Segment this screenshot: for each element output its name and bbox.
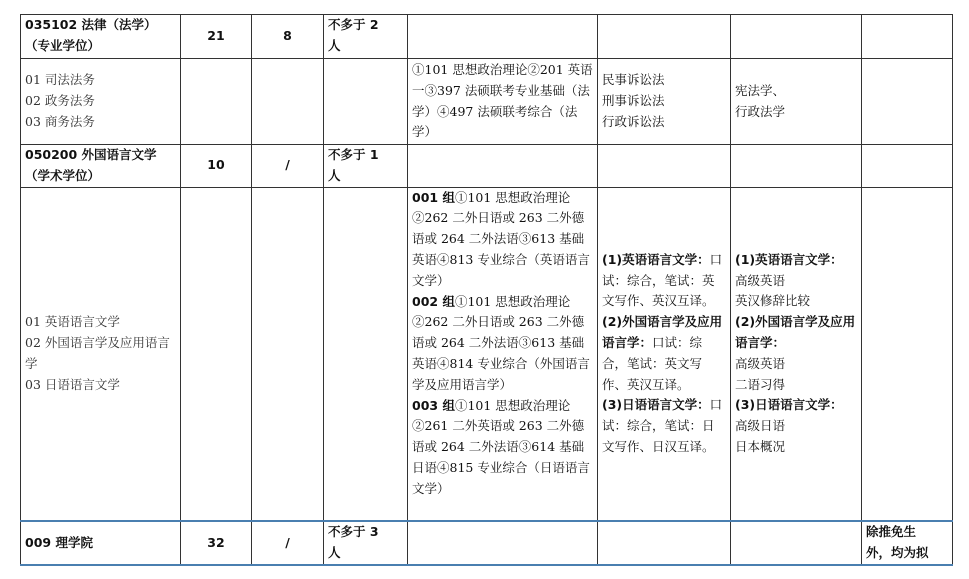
equal-block xyxy=(735,395,857,457)
degree-type: （专业学位） xyxy=(25,37,101,53)
empty-cell xyxy=(252,59,324,145)
empty-cell xyxy=(862,15,953,59)
exam-group xyxy=(412,188,593,292)
retest-block xyxy=(602,395,726,457)
retest-block xyxy=(602,250,726,312)
cross-limit-cell xyxy=(324,521,408,565)
exempt-count: / xyxy=(252,521,324,565)
note-line2: 外，均为拟 xyxy=(866,544,929,560)
exam-group-text: ①101 思想政治理论②261 二外英语或 263 二外德语或 264 二外法语③614 基础日语④815 专业综合（日语语言文学） xyxy=(412,397,590,496)
retest-text: 口试：综合，笔试：日文写作、日汉互译。 xyxy=(602,397,723,455)
exam-group xyxy=(412,292,593,396)
exam-groups-cell xyxy=(408,187,598,521)
cross-limit-cell xyxy=(324,15,408,59)
empty-cell xyxy=(408,521,598,565)
major-code-name: 035102 法律（法学） xyxy=(25,17,157,32)
empty-cell xyxy=(598,145,731,188)
empty-cell xyxy=(408,15,598,59)
equal-title: (1)英语语言文学： xyxy=(735,251,843,267)
note-cell xyxy=(862,521,953,565)
major-cell xyxy=(21,145,181,188)
exempt-count: 8 xyxy=(252,15,324,59)
empty-cell xyxy=(181,187,252,521)
equal-title: (2)外国语言学及应用语言学： xyxy=(735,314,856,351)
equal-block xyxy=(735,312,857,395)
equal-ability-cell xyxy=(731,187,862,521)
empty-cell xyxy=(862,145,953,188)
equal-item: 日本概况 xyxy=(735,439,786,455)
directions-cell xyxy=(21,59,181,145)
table-row xyxy=(21,15,953,59)
table-row xyxy=(21,59,953,145)
exam-group-text: ①101 思想政治理论②262 二外日语或 263 二外德语或 264 二外法语③613 基础英语④813 专业综合（英语语言文学） xyxy=(412,189,590,288)
major-cell xyxy=(21,15,181,59)
exam-group xyxy=(412,396,593,500)
major-code-name: 050200 外国语言文学 xyxy=(25,147,157,162)
cross-limit-line1: 不多于 1 xyxy=(328,147,379,162)
table-row xyxy=(21,145,953,188)
empty-cell xyxy=(324,187,408,521)
cross-limit-line1: 不多于 3 xyxy=(328,524,379,540)
note-line1: 除推免生 xyxy=(866,524,917,540)
equal-item: 英汉修辞比较 xyxy=(735,293,811,309)
cross-limit-line1: 不多于 2 xyxy=(328,17,379,32)
retest-title: (2)外国语言学及应用语言学： xyxy=(602,314,723,351)
directions-cell xyxy=(21,187,181,521)
cross-limit-line2: 人 xyxy=(328,37,341,53)
empty-cell xyxy=(731,521,862,565)
retest-subjects-cell xyxy=(598,187,731,521)
retest-item: 刑事诉讼法 xyxy=(602,93,665,109)
empty-cell xyxy=(324,59,408,145)
exam-group-label: 001 组 xyxy=(412,189,455,205)
empty-cell xyxy=(598,15,731,59)
equal-item: 高级日语 xyxy=(735,418,786,434)
cross-limit-line2: 人 xyxy=(328,167,341,183)
cross-limit-cell xyxy=(324,145,408,188)
empty-cell xyxy=(862,187,953,521)
table-row xyxy=(21,521,953,565)
empty-cell xyxy=(731,15,862,59)
exam-group-label: 003 组 xyxy=(412,397,455,413)
degree-type: （学术学位） xyxy=(25,167,101,183)
equal-title: (3)日语语言文学： xyxy=(735,397,843,413)
direction-item: 01 司法法务 xyxy=(25,72,95,88)
enroll-count: 21 xyxy=(181,15,252,59)
exam-group-label: 002 组 xyxy=(412,293,455,309)
direction-item: 01 英语语言文学 xyxy=(25,314,120,330)
enroll-count: 32 xyxy=(181,521,252,565)
retest-item: 民事诉讼法 xyxy=(602,72,665,88)
equal-item: 行政法学 xyxy=(735,103,786,119)
exam-group-text: ①101 思想政治理论②262 二外日语或 263 二外德语或 264 二外法语③613 基础英语④814 专业综合（外国语言学及应用语言学） xyxy=(412,293,590,392)
retest-subjects-cell xyxy=(598,59,731,145)
exempt-count: / xyxy=(252,145,324,188)
equal-item: 二语习得 xyxy=(735,376,786,392)
admissions-table xyxy=(20,14,953,566)
retest-title: (3)日语语言文学： xyxy=(602,397,710,413)
retest-block xyxy=(602,312,726,395)
empty-cell xyxy=(181,59,252,145)
retest-item: 行政诉讼法 xyxy=(602,113,665,129)
empty-cell xyxy=(408,145,598,188)
retest-text: 口试：综合，笔试：英文写作、英汉互译。 xyxy=(602,251,723,309)
table-row xyxy=(21,187,953,521)
empty-cell xyxy=(862,59,953,145)
cross-limit-line2: 人 xyxy=(328,544,341,560)
empty-cell xyxy=(731,145,862,188)
equal-item: 宪法学、 xyxy=(735,82,786,98)
equal-ability-cell xyxy=(731,59,862,145)
direction-item: 03 商务法务 xyxy=(25,113,95,129)
direction-item: 02 外国语言学及应用语言学 xyxy=(25,335,170,371)
empty-cell xyxy=(252,187,324,521)
exam-subjects: ①101 思想政治理论②201 英语一③397 法硕联考专业基础（法学）④497 法硕联考综合（法学） xyxy=(408,59,598,145)
retest-text: 口试：综合，笔试：英文写作、英汉互译。 xyxy=(602,335,703,392)
direction-item: 03 日语语言文学 xyxy=(25,376,120,392)
direction-item: 02 政务法务 xyxy=(25,93,95,109)
enroll-count: 10 xyxy=(181,145,252,188)
retest-title: (1)英语语言文学： xyxy=(602,251,710,267)
school-name: 009 理学院 xyxy=(21,521,181,565)
empty-cell xyxy=(598,521,731,565)
equal-item: 高级英语 xyxy=(735,355,786,371)
equal-item: 高级英语 xyxy=(735,272,786,288)
equal-block xyxy=(735,250,857,312)
